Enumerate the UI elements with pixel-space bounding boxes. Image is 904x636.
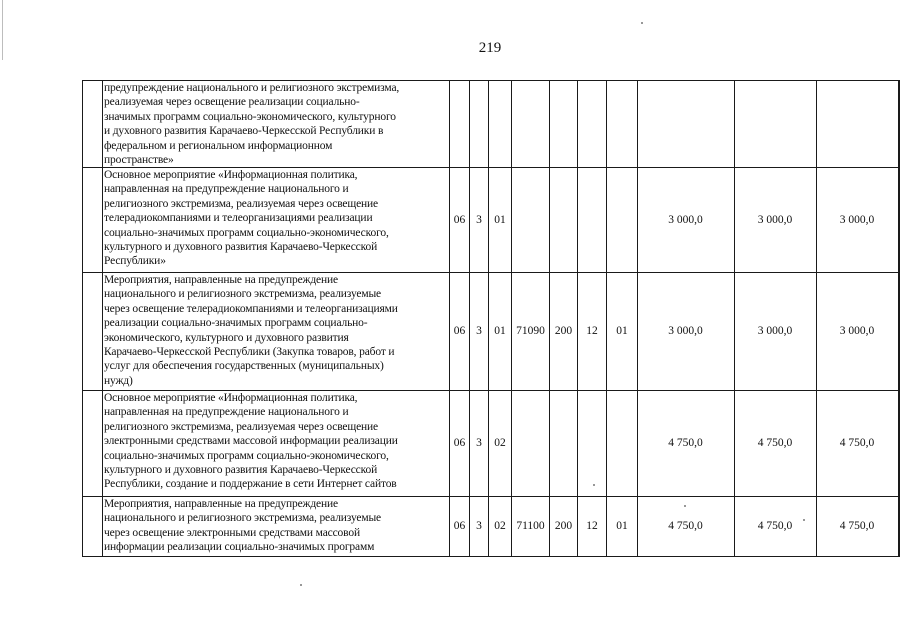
scan-speck bbox=[803, 519, 805, 521]
scan-speck bbox=[684, 505, 686, 507]
scan-speck bbox=[300, 584, 302, 586]
amount-year2: 3 000,0 bbox=[757, 325, 793, 338]
amount-year2: 3 000,0 bbox=[757, 213, 793, 226]
direction-code: 71100 bbox=[516, 520, 545, 533]
scan-speck bbox=[641, 22, 643, 24]
subprogram-code: 3 bbox=[476, 520, 482, 533]
row-description: Основное мероприятие «Информационная политика, направленная на предупреждение национального и религиозного экстремизма, реализуемая через освещение телерадиокомпаниями и телеорганизациями реализации социально-значимых программ социально-экономического, культурного и духовного развития Карачаево-Черкесской Республики» bbox=[104, 169, 389, 268]
amount-year1: 3 000,0 bbox=[668, 325, 703, 338]
event-code: 02 bbox=[494, 437, 506, 450]
subprogram-code: 3 bbox=[476, 213, 482, 226]
section-code: 06 bbox=[453, 437, 466, 450]
section-code: 06 bbox=[453, 520, 466, 533]
row-description: Мероприятия, направленные на предупреждение национального и религиозного экстремизма, реализуемые через освещение электронными средствами массовой информации реализации социально-значимых программ bbox=[104, 498, 382, 554]
amount-year1: 4 750,0 bbox=[668, 437, 703, 450]
amount-year3: 3 000,0 bbox=[839, 325, 875, 338]
subprogram-code: 3 bbox=[476, 437, 482, 450]
event-code: 01 bbox=[494, 213, 506, 226]
section-code: 06 bbox=[453, 213, 466, 226]
grid-line bbox=[102, 80, 103, 557]
section-number: 12 bbox=[586, 325, 598, 338]
direction-code: 71090 bbox=[516, 325, 545, 338]
grid-line bbox=[82, 556, 899, 557]
row-description: предупреждение национального и религиозного экстремизма, реализуемая через освещение реализации социально- значимых программ социально-экономического, культурного и духовного развития Карачаево-Черкесской Республики в федеральном и региональном информационном пространстве» bbox=[104, 82, 400, 167]
expense-type-code: 200 bbox=[554, 325, 573, 338]
event-code: 02 bbox=[494, 520, 506, 533]
amount-year1: 3 000,0 bbox=[668, 213, 703, 226]
row-description: Мероприятия, направленные на предупреждение национального и религиозного экстремизма, реализуемые через освещение телерадиокомпаниями и телеорганизациями реализации социально-значимых программ социально- экономического, культурного и духовного развития Карачаево-Черкесской Республики (Закупка товаров, работ и услуг для обеспечения государственных (муниципальных) нужд) bbox=[104, 274, 398, 387]
amount-year3: 3 000,0 bbox=[839, 213, 875, 226]
amount-year2: 4 750,0 bbox=[757, 520, 793, 533]
section-number: 12 bbox=[586, 520, 598, 533]
grid-line bbox=[82, 80, 83, 557]
amount-year3: 4 750,0 bbox=[839, 437, 875, 450]
expense-type-code: 200 bbox=[554, 520, 573, 533]
grid-line bbox=[898, 80, 900, 557]
event-code: 01 bbox=[494, 325, 506, 338]
subsection-number: 01 bbox=[616, 520, 628, 533]
page-number: 219 bbox=[478, 40, 502, 56]
row-description: Основное мероприятие «Информационная политика, направленная на предупреждение национального и религиозного экстремизма, реализуемая через освещение электронными средствами массовой информации реализации социально-значимых программ социально-экономического, культурного и духовного развития Карачаево-Черкесской Республики, создание и поддержание в сети Интернет сайтов bbox=[104, 392, 398, 491]
subprogram-code: 3 bbox=[476, 325, 482, 338]
amount-year3: 4 750,0 bbox=[839, 520, 875, 533]
scan-speck bbox=[593, 484, 595, 486]
amount-year1: 4 750,0 bbox=[668, 520, 703, 533]
subsection-number: 01 bbox=[616, 325, 628, 338]
section-code: 06 bbox=[453, 325, 466, 338]
amount-year2: 4 750,0 bbox=[757, 437, 793, 450]
